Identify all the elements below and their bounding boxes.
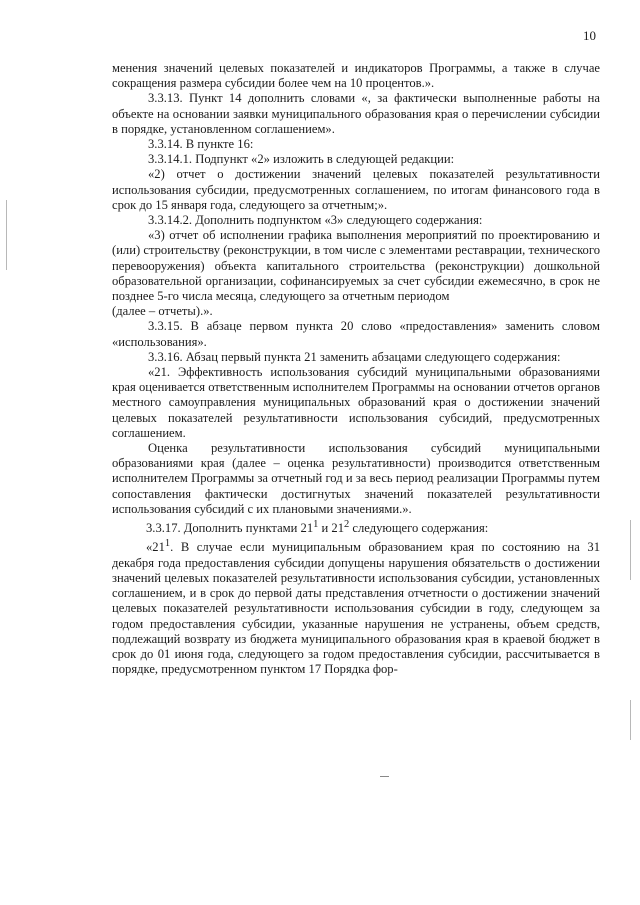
paragraph-text: следующего содержания: [349, 521, 489, 536]
scan-margin-mark [630, 700, 631, 740]
superscript: 1 [313, 519, 319, 531]
paragraph: менения значений целевых показателей и индикаторов Программы, а также в случае сокращения размера субсидии более чем на 10 процентов.». [112, 61, 600, 91]
paragraph: «21. Эффективность использования субсидий муниципальными образованиями края оценивается ответственным исполнителем Программы на основании отчетов органов местного самоуправления муниципальных образований края о достижении значений целевых показателей результативности использования субсидий, предусмотренных соглашением. [112, 365, 600, 440]
superscript: 1 [164, 538, 171, 550]
paragraph-list [112, 61, 600, 517]
paragraph-text: «21 [146, 540, 165, 555]
paragraph: «3) отчет об исполнении графика выполнения мероприятий по проектированию и (или) строительству (реконструкции, в том числе с элементами реставрации, технического перевооружения) объекта капитального строительства (реконструкции) дошкольной образовательной организации, софинансируемых за счет субсидии ежемесячно, в срок не позднее 5-го числа месяца, следующего за отчетным периодом [112, 228, 600, 304]
paragraph: 3.3.15. В абзаце первом пункта 20 слово «предоставления» заменить словом «использования». [112, 319, 600, 349]
paragraph: (далее – отчеты).». [112, 304, 213, 319]
paragraph: 3.3.13. Пункт 14 дополнить словами «, за фактически выполненные работы на объекте на основании заявки муниципального образования края о перечислении субсидии в порядке, установленном соглашением». [112, 91, 600, 136]
paragraph: 3.3.14. В пункте 16: [148, 137, 254, 152]
paragraph-3-3-17 [112, 517, 600, 536]
scan-margin-mark [6, 200, 7, 270]
paragraph: 3.3.16. Абзац первый пункта 21 заменить абзацами следующего содержания: [148, 349, 561, 364]
paragraph-text: и 21 [318, 521, 345, 536]
paragraph-21-1 [112, 536, 600, 677]
paragraph: Оценка результативности использования субсидий муниципальными образованиями края (далее – оценка результативности) производится ответственным исполнителем Программы за отчетный год и за весь период реализации Программы путем сопоставления фактически достигнутых значений показателей результативности использования субсидий с их плановыми значениями.». [112, 441, 600, 516]
bottom-dash [380, 776, 389, 777]
paragraph-text: . В случае если муниципальным образованием края по состоянию на 31 декабря года предоставления субсидии допущены нарушения обязательств о достижении значений целевых показателей результативности использования субсидии, установленных соглашением, и в срок до первой даты представления отчетности о достижении значений целевых показателей результативности использования субсидии в году, следующем за годом предоставления субсидии, указанные нарушения не устранены, объем средств, подлежащий возврату из бюджета муниципального образования края в краевой бюджет в срок до 01 июня года, следующего за годом предоставления субсидии, рассчитывается в порядке, предусмотренном пунктом 17 Порядка фор- [112, 540, 600, 677]
paragraph: 3.3.14.2. Дополнить подпунктом «3» следующего содержания: [148, 213, 483, 228]
document-body [112, 61, 600, 678]
scan-margin-mark [630, 520, 631, 580]
paragraph: «2) отчет о достижении значений целевых показателей результативности использования субсидии, предусмотренных соглашением, по итогам финансового года в срок до 15 января года, следующего за отчетным;». [112, 167, 600, 212]
paragraph: 3.3.14.1. Подпункт «2» изложить в следующей редакции: [148, 152, 455, 167]
page-number: 10 [583, 28, 596, 43]
paragraph-text: 3.3.17. Дополнить пунктами 21 [146, 521, 314, 536]
superscript: 2 [344, 519, 350, 531]
